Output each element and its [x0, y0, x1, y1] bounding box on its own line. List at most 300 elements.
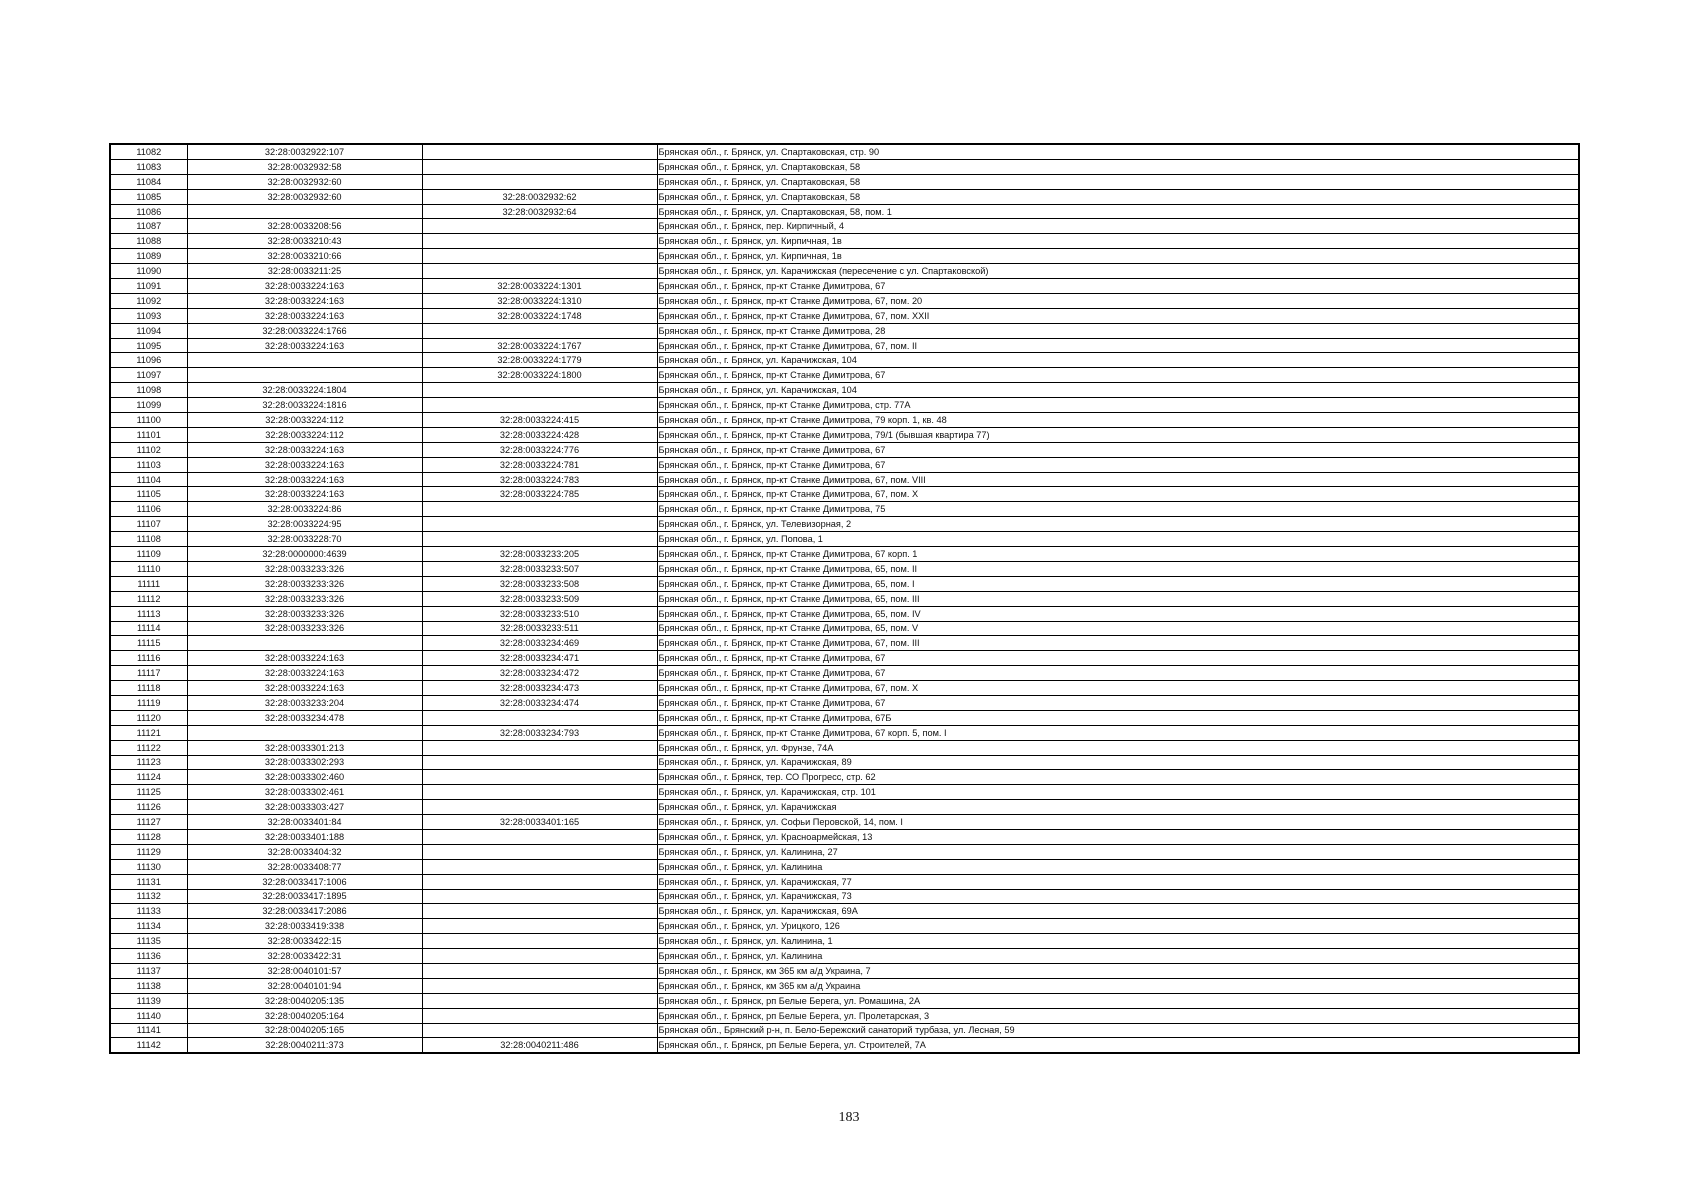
- address-cell: Брянская обл., г. Брянск, км 365 км а/д Украина, 7: [657, 963, 1579, 978]
- object-number-cell: [422, 785, 657, 800]
- row-number-cell: 11103: [110, 457, 187, 472]
- table-row: [110, 666, 1579, 681]
- object-number-cell: [422, 144, 657, 159]
- row-number-cell: 11084: [110, 174, 187, 189]
- object-number-cell: [422, 1008, 657, 1023]
- address-cell: Брянская обл., г. Брянск, пр-кт Станке Димитрова, 67Б: [657, 710, 1579, 725]
- row-number-cell: 11105: [110, 487, 187, 502]
- address-cell: Брянская обл., г. Брянск, ул. Красноармейская, 13: [657, 829, 1579, 844]
- table-row: [110, 457, 1579, 472]
- object-number-cell: 32:28:0033233:511: [422, 621, 657, 636]
- address-cell: Брянская обл., г. Брянск, пр-кт Станке Димитрова, стр. 77А: [657, 398, 1579, 413]
- cadastral-number-cell: 32:28:0033224:1804: [187, 383, 422, 398]
- address-cell: Брянская обл., г. Брянск, ул. Урицкого, 126: [657, 919, 1579, 934]
- row-number-cell: 11126: [110, 800, 187, 815]
- table-row: [110, 532, 1579, 547]
- address-cell: Брянская обл., г. Брянск, ул. Спартаковская, 58: [657, 159, 1579, 174]
- object-number-cell: [422, 934, 657, 949]
- object-number-cell: [422, 532, 657, 547]
- cadastral-number-cell: 32:28:0033422:31: [187, 949, 422, 964]
- object-number-cell: [422, 234, 657, 249]
- cadastral-number-cell: 32:28:0033224:112: [187, 427, 422, 442]
- table-row: [110, 755, 1579, 770]
- table-row: [110, 710, 1579, 725]
- address-cell: Брянская обл., г. Брянск, ул. Кирпичная, 1в: [657, 234, 1579, 249]
- table-row: [110, 398, 1579, 413]
- cadastral-number-cell: 32:28:0033224:163: [187, 279, 422, 294]
- object-number-cell: [422, 889, 657, 904]
- table-row: [110, 308, 1579, 323]
- row-number-cell: 11119: [110, 695, 187, 710]
- table-row: [110, 383, 1579, 398]
- address-cell: Брянская обл., г. Брянск, ул. Карачижская, 73: [657, 889, 1579, 904]
- table-row: [110, 963, 1579, 978]
- row-number-cell: 11095: [110, 338, 187, 353]
- page-number: 183: [838, 1110, 860, 1125]
- cadastral-number-cell: 32:28:0040205:164: [187, 1008, 422, 1023]
- table-row: [110, 353, 1579, 368]
- row-number-cell: 11130: [110, 859, 187, 874]
- cadastral-number-cell: 32:28:0033224:163: [187, 651, 422, 666]
- object-number-cell: 32:28:0032932:62: [422, 189, 657, 204]
- row-number-cell: 11125: [110, 785, 187, 800]
- object-number-cell: 32:28:0033224:783: [422, 472, 657, 487]
- object-number-cell: 32:28:0033224:1767: [422, 338, 657, 353]
- row-number-cell: 11100: [110, 413, 187, 428]
- address-cell: Брянская обл., г. Брянск, пр-кт Станке Димитрова, 67: [657, 279, 1579, 294]
- cadastral-number-cell: 32:28:0040101:57: [187, 963, 422, 978]
- object-number-cell: [422, 383, 657, 398]
- row-number-cell: 11129: [110, 844, 187, 859]
- address-cell: Брянская обл., г. Брянск, ул. Фрунзе, 74А: [657, 740, 1579, 755]
- cadastral-number-cell: 32:28:0033210:43: [187, 234, 422, 249]
- cadastral-number-cell: 32:28:0033224:163: [187, 487, 422, 502]
- object-number-cell: 32:28:0033224:1800: [422, 368, 657, 383]
- table-row: [110, 174, 1579, 189]
- row-number-cell: 11102: [110, 442, 187, 457]
- object-number-cell: [422, 978, 657, 993]
- row-number-cell: 11113: [110, 606, 187, 621]
- row-number-cell: 11108: [110, 532, 187, 547]
- cadastral-number-cell: 32:28:0040205:165: [187, 1023, 422, 1038]
- table-row: [110, 904, 1579, 919]
- row-number-cell: 11097: [110, 368, 187, 383]
- cadastral-number-cell: 32:28:0033401:84: [187, 815, 422, 830]
- address-cell: Брянская обл., г. Брянск, ул. Карачижская: [657, 800, 1579, 815]
- object-number-cell: 32:28:0033233:205: [422, 547, 657, 562]
- object-number-cell: 32:28:0032932:64: [422, 204, 657, 219]
- object-number-cell: [422, 398, 657, 413]
- table-row: [110, 815, 1579, 830]
- object-number-cell: [422, 517, 657, 532]
- object-number-cell: [422, 859, 657, 874]
- row-number-cell: 11101: [110, 427, 187, 442]
- object-number-cell: 32:28:0033224:785: [422, 487, 657, 502]
- cadastral-number-cell: 32:28:0033224:86: [187, 502, 422, 517]
- address-cell: Брянская обл., г. Брянск, пр-кт Станке Димитрова, 79/1 (бывшая квартира 77): [657, 427, 1579, 442]
- address-cell: Брянская обл., г. Брянск, ул. Карачижская (пересечение с ул. Спартаковской): [657, 264, 1579, 279]
- address-cell: Брянская обл., г. Брянск, пр-кт Станке Димитрова, 67, пом. 20: [657, 293, 1579, 308]
- cadastral-number-cell: 32:28:0033417:1895: [187, 889, 422, 904]
- cadastral-number-cell: 32:28:0033302:460: [187, 770, 422, 785]
- object-number-cell: [422, 919, 657, 934]
- object-number-cell: 32:28:0033234:471: [422, 651, 657, 666]
- table-row: [110, 264, 1579, 279]
- cadastral-number-cell: [187, 636, 422, 651]
- address-cell: Брянская обл., г. Брянск, пр-кт Станке Димитрова, 67: [657, 666, 1579, 681]
- table-row: [110, 159, 1579, 174]
- row-number-cell: 11112: [110, 591, 187, 606]
- address-cell: Брянская обл., г. Брянск, ул. Калинина, 27: [657, 844, 1579, 859]
- address-cell: Брянская обл., г. Брянск, ул. Карачижская, 69А: [657, 904, 1579, 919]
- row-number-cell: 11092: [110, 293, 187, 308]
- table-row: [110, 651, 1579, 666]
- table-row: [110, 591, 1579, 606]
- table-row: [110, 1023, 1579, 1038]
- object-number-cell: 32:28:0033233:508: [422, 576, 657, 591]
- row-number-cell: 11094: [110, 323, 187, 338]
- address-cell: Брянская обл., г. Брянск, ул. Спартаковская, 58, пом. 1: [657, 204, 1579, 219]
- table-row: [110, 144, 1579, 159]
- row-number-cell: 11118: [110, 681, 187, 696]
- table-row: [110, 204, 1579, 219]
- table-row: [110, 770, 1579, 785]
- table-row: [110, 621, 1579, 636]
- cadastral-number-cell: 32:28:0033233:204: [187, 695, 422, 710]
- row-number-cell: 11131: [110, 874, 187, 889]
- row-number-cell: 11138: [110, 978, 187, 993]
- address-cell: Брянская обл., г. Брянск, пр-кт Станке Димитрова, 67 корп. 1: [657, 547, 1579, 562]
- row-number-cell: 11110: [110, 561, 187, 576]
- cadastral-number-cell: 32:28:0033224:1816: [187, 398, 422, 413]
- address-cell: Брянская обл., г. Брянск, км 365 км а/д Украина: [657, 978, 1579, 993]
- row-number-cell: 11109: [110, 547, 187, 562]
- cadastral-number-cell: 32:28:0033233:326: [187, 591, 422, 606]
- row-number-cell: 11124: [110, 770, 187, 785]
- table-row: [110, 189, 1579, 204]
- cadastral-number-cell: 32:28:0040101:94: [187, 978, 422, 993]
- object-number-cell: [422, 159, 657, 174]
- object-number-cell: [422, 249, 657, 264]
- address-cell: Брянская обл., г. Брянск, пр-кт Станке Димитрова, 67, пом. III: [657, 636, 1579, 651]
- row-number-cell: 11116: [110, 651, 187, 666]
- address-cell: Брянская обл., г. Брянск, ул. Карачижская, стр. 101: [657, 785, 1579, 800]
- table-row: [110, 472, 1579, 487]
- cadastral-number-cell: 32:28:0033208:56: [187, 219, 422, 234]
- object-number-cell: [422, 874, 657, 889]
- address-cell: Брянская обл., г. Брянск, ул. Попова, 1: [657, 532, 1579, 547]
- object-number-cell: [422, 755, 657, 770]
- row-number-cell: 11121: [110, 725, 187, 740]
- address-cell: Брянская обл., г. Брянск, пр-кт Станке Димитрова, 79 корп. 1, кв. 48: [657, 413, 1579, 428]
- address-cell: Брянская обл., г. Брянск, пр-кт Станке Димитрова, 67: [657, 442, 1579, 457]
- address-cell: Брянская обл., г. Брянск, ул. Софьи Перовской, 14, пом. I: [657, 815, 1579, 830]
- cadastral-number-cell: 32:28:0040211:373: [187, 1038, 422, 1053]
- table-row: [110, 993, 1579, 1008]
- object-number-cell: 32:28:0033401:165: [422, 815, 657, 830]
- cadastral-number-cell: [187, 204, 422, 219]
- object-number-cell: [422, 800, 657, 815]
- address-cell: Брянская обл., г. Брянск, пр-кт Станке Димитрова, 65, пом. I: [657, 576, 1579, 591]
- cadastral-number-cell: 32:28:0032932:60: [187, 189, 422, 204]
- address-cell: Брянская обл., г. Брянск, ул. Спартаковская, стр. 90: [657, 144, 1579, 159]
- address-cell: Брянская обл., г. Брянск, пр-кт Станке Димитрова, 67, пом. X: [657, 681, 1579, 696]
- table-row: [110, 859, 1579, 874]
- object-number-cell: 32:28:0033224:1779: [422, 353, 657, 368]
- table-row: [110, 413, 1579, 428]
- address-cell: Брянская обл., г. Брянск, пр-кт Станке Димитрова, 67, пом. X: [657, 487, 1579, 502]
- row-number-cell: 11091: [110, 279, 187, 294]
- row-number-cell: 11086: [110, 204, 187, 219]
- row-number-cell: 11132: [110, 889, 187, 904]
- table-row: [110, 1038, 1579, 1053]
- row-number-cell: 11099: [110, 398, 187, 413]
- row-number-cell: 11128: [110, 829, 187, 844]
- address-cell: Брянская обл., г. Брянск, пр-кт Станке Димитрова, 65, пом. III: [657, 591, 1579, 606]
- row-number-cell: 11106: [110, 502, 187, 517]
- object-number-cell: 32:28:0033224:415: [422, 413, 657, 428]
- row-number-cell: 11093: [110, 308, 187, 323]
- object-number-cell: 32:28:0033234:474: [422, 695, 657, 710]
- table-row: [110, 502, 1579, 517]
- address-cell: Брянская обл., г. Брянск, пр-кт Станке Димитрова, 67, пом. VIII: [657, 472, 1579, 487]
- table-row: [110, 681, 1579, 696]
- object-number-cell: [422, 904, 657, 919]
- address-cell: Брянская обл., г. Брянск, ул. Спартаковская, 58: [657, 189, 1579, 204]
- object-number-cell: 32:28:0033224:1748: [422, 308, 657, 323]
- cadastral-number-cell: 32:28:0033224:163: [187, 308, 422, 323]
- row-number-cell: 11096: [110, 353, 187, 368]
- row-number-cell: 11142: [110, 1038, 187, 1053]
- object-number-cell: 32:28:0033224:776: [422, 442, 657, 457]
- table-body: [110, 144, 1579, 1053]
- address-cell: Брянская обл., г. Брянск, пр-кт Станке Димитрова, 65, пом. V: [657, 621, 1579, 636]
- cadastral-number-cell: 32:28:0033224:95: [187, 517, 422, 532]
- row-number-cell: 11087: [110, 219, 187, 234]
- object-number-cell: 32:28:0033233:509: [422, 591, 657, 606]
- object-number-cell: [422, 963, 657, 978]
- table-row: [110, 636, 1579, 651]
- object-number-cell: 32:28:0033224:1301: [422, 279, 657, 294]
- cadastral-number-cell: 32:28:0033224:163: [187, 457, 422, 472]
- table-row: [110, 740, 1579, 755]
- cadastral-number-cell: 32:28:0033401:188: [187, 829, 422, 844]
- row-number-cell: 11115: [110, 636, 187, 651]
- address-cell: Брянская обл., г. Брянск, пр-кт Станке Димитрова, 65, пом. IV: [657, 606, 1579, 621]
- row-number-cell: 11135: [110, 934, 187, 949]
- object-number-cell: [422, 219, 657, 234]
- object-number-cell: 32:28:0033234:793: [422, 725, 657, 740]
- table-row: [110, 279, 1579, 294]
- table-row: [110, 695, 1579, 710]
- cadastral-number-cell: 32:28:0033234:478: [187, 710, 422, 725]
- object-number-cell: [422, 1023, 657, 1038]
- table-row: [110, 725, 1579, 740]
- address-cell: Брянская обл., г. Брянск, ул. Калинина, 1: [657, 934, 1579, 949]
- table-row: [110, 368, 1579, 383]
- cadastral-number-cell: 32:28:0000000:4639: [187, 547, 422, 562]
- table-row: [110, 978, 1579, 993]
- table-row: [110, 293, 1579, 308]
- cadastral-number-cell: 32:28:0033224:1766: [187, 323, 422, 338]
- object-number-cell: 32:28:0033224:781: [422, 457, 657, 472]
- address-cell: Брянская обл., г. Брянск, пр-кт Станке Димитрова, 67: [657, 368, 1579, 383]
- row-number-cell: 11133: [110, 904, 187, 919]
- row-number-cell: 11082: [110, 144, 187, 159]
- address-cell: Брянская обл., г. Брянск, ул. Калинина: [657, 949, 1579, 964]
- object-number-cell: [422, 829, 657, 844]
- address-cell: Брянская обл., г. Брянск, рп Белые Берега, ул. Ромашина, 2А: [657, 993, 1579, 1008]
- object-number-cell: [422, 770, 657, 785]
- object-number-cell: 32:28:0033234:469: [422, 636, 657, 651]
- row-number-cell: 11120: [110, 710, 187, 725]
- cadastral-number-cell: 32:28:0033233:326: [187, 606, 422, 621]
- table-row: [110, 561, 1579, 576]
- row-number-cell: 11083: [110, 159, 187, 174]
- cadastral-number-cell: 32:28:0033301:213: [187, 740, 422, 755]
- address-cell: Брянская обл., г. Брянск, пер. Кирпичный, 4: [657, 219, 1579, 234]
- table-row: [110, 1008, 1579, 1023]
- address-cell: Брянская обл., г. Брянск, ул. Карачижская, 104: [657, 353, 1579, 368]
- cadastral-number-cell: 32:28:0033419:338: [187, 919, 422, 934]
- row-number-cell: 11134: [110, 919, 187, 934]
- row-number-cell: 11122: [110, 740, 187, 755]
- cadastral-number-cell: 32:28:0040205:135: [187, 993, 422, 1008]
- address-cell: Брянская обл., г. Брянск, пр-кт Станке Димитрова, 67, пом. II: [657, 338, 1579, 353]
- cadastral-number-cell: 32:28:0033224:163: [187, 472, 422, 487]
- object-number-cell: 32:28:0033224:1310: [422, 293, 657, 308]
- address-cell: Брянская обл., г. Брянск, пр-кт Станке Димитрова, 67: [657, 651, 1579, 666]
- table-row: [110, 517, 1579, 532]
- object-number-cell: [422, 844, 657, 859]
- object-number-cell: 32:28:0040211:486: [422, 1038, 657, 1053]
- address-cell: Брянская обл., г. Брянск, ул. Телевизорная, 2: [657, 517, 1579, 532]
- cadastral-number-cell: 32:28:0033210:66: [187, 249, 422, 264]
- row-number-cell: 11139: [110, 993, 187, 1008]
- address-cell: Брянская обл., Брянский р-н, п. Бело-Бережский санаторий турбаза, ул. Лесная, 59: [657, 1023, 1579, 1038]
- object-number-cell: [422, 264, 657, 279]
- cadastral-number-cell: 32:28:0033233:326: [187, 621, 422, 636]
- table-row: [110, 829, 1579, 844]
- cadastral-number-cell: 32:28:0032932:60: [187, 174, 422, 189]
- cadastral-number-cell: 32:28:0032922:107: [187, 144, 422, 159]
- object-number-cell: [422, 710, 657, 725]
- address-cell: Брянская обл., г. Брянск, ул. Карачижская, 104: [657, 383, 1579, 398]
- cadastral-number-cell: 32:28:0033224:163: [187, 293, 422, 308]
- row-number-cell: 11141: [110, 1023, 187, 1038]
- address-cell: Брянская обл., г. Брянск, ул. Карачижская, 89: [657, 755, 1579, 770]
- row-number-cell: 11090: [110, 264, 187, 279]
- cadastral-number-cell: 32:28:0033408:77: [187, 859, 422, 874]
- cadastral-number-cell: 32:28:0033224:163: [187, 442, 422, 457]
- row-number-cell: 11089: [110, 249, 187, 264]
- address-cell: Брянская обл., г. Брянск, рп Белые Берега, ул. Пролетарская, 3: [657, 1008, 1579, 1023]
- address-cell: Брянская обл., г. Брянск, ул. Карачижская, 77: [657, 874, 1579, 889]
- table-row: [110, 442, 1579, 457]
- object-number-cell: [422, 323, 657, 338]
- table-row: [110, 800, 1579, 815]
- table-row: [110, 547, 1579, 562]
- cadastral-number-cell: 32:28:0033233:326: [187, 561, 422, 576]
- row-number-cell: 11107: [110, 517, 187, 532]
- cadastral-number-cell: 32:28:0033233:326: [187, 576, 422, 591]
- object-number-cell: 32:28:0033224:428: [422, 427, 657, 442]
- cadastral-number-cell: 32:28:0033224:163: [187, 338, 422, 353]
- object-number-cell: 32:28:0033233:510: [422, 606, 657, 621]
- cadastral-number-cell: [187, 368, 422, 383]
- table-row: [110, 249, 1579, 264]
- cadastral-number-cell: 32:28:0033224:163: [187, 666, 422, 681]
- table-row: [110, 606, 1579, 621]
- object-number-cell: 32:28:0033234:473: [422, 681, 657, 696]
- table-row: [110, 219, 1579, 234]
- object-number-cell: 32:28:0033234:472: [422, 666, 657, 681]
- address-cell: Брянская обл., г. Брянск, ул. Кирпичная, 1в: [657, 249, 1579, 264]
- table-row: [110, 919, 1579, 934]
- table-row: [110, 487, 1579, 502]
- row-number-cell: 11085: [110, 189, 187, 204]
- address-cell: Брянская обл., г. Брянск, пр-кт Станке Димитрова, 67: [657, 695, 1579, 710]
- cadastral-number-cell: [187, 353, 422, 368]
- address-cell: Брянская обл., г. Брянск, пр-кт Станке Димитрова, 67 корп. 5, пом. I: [657, 725, 1579, 740]
- cadastral-number-cell: 32:28:0033302:293: [187, 755, 422, 770]
- row-number-cell: 11137: [110, 963, 187, 978]
- object-number-cell: [422, 740, 657, 755]
- table-row: [110, 427, 1579, 442]
- cadastral-number-cell: 32:28:0033422:15: [187, 934, 422, 949]
- row-number-cell: 11098: [110, 383, 187, 398]
- cadastral-number-cell: 32:28:0032932:58: [187, 159, 422, 174]
- address-cell: Брянская обл., г. Брянск, пр-кт Станке Димитрова, 75: [657, 502, 1579, 517]
- cadastral-number-cell: 32:28:0033224:112: [187, 413, 422, 428]
- object-number-cell: [422, 502, 657, 517]
- table-row: [110, 889, 1579, 904]
- table-row: [110, 844, 1579, 859]
- cadastral-number-cell: 32:28:0033417:2086: [187, 904, 422, 919]
- address-cell: Брянская обл., г. Брянск, ул. Спартаковская, 58: [657, 174, 1579, 189]
- row-number-cell: 11111: [110, 576, 187, 591]
- table-row: [110, 934, 1579, 949]
- address-cell: Брянская обл., г. Брянск, пр-кт Станке Димитрова, 67: [657, 457, 1579, 472]
- object-number-cell: [422, 949, 657, 964]
- property-table: [109, 143, 1580, 1054]
- table-row: [110, 949, 1579, 964]
- address-cell: Брянская обл., г. Брянск, тер. СО Прогресс, стр. 62: [657, 770, 1579, 785]
- cadastral-number-cell: 32:28:0033303:427: [187, 800, 422, 815]
- table-row: [110, 576, 1579, 591]
- row-number-cell: 11123: [110, 755, 187, 770]
- cadastral-number-cell: [187, 725, 422, 740]
- cadastral-number-cell: 32:28:0033228:70: [187, 532, 422, 547]
- cadastral-number-cell: 32:28:0033417:1006: [187, 874, 422, 889]
- object-number-cell: [422, 174, 657, 189]
- address-cell: Брянская обл., г. Брянск, рп Белые Берега, ул. Строителей, 7А: [657, 1038, 1579, 1053]
- cadastral-number-cell: 32:28:0033302:461: [187, 785, 422, 800]
- address-cell: Брянская обл., г. Брянск, пр-кт Станке Димитрова, 28: [657, 323, 1579, 338]
- row-number-cell: 11117: [110, 666, 187, 681]
- row-number-cell: 11127: [110, 815, 187, 830]
- row-number-cell: 11140: [110, 1008, 187, 1023]
- address-cell: Брянская обл., г. Брянск, ул. Калинина: [657, 859, 1579, 874]
- row-number-cell: 11088: [110, 234, 187, 249]
- cadastral-number-cell: 32:28:0033224:163: [187, 681, 422, 696]
- cadastral-number-cell: 32:28:0033404:32: [187, 844, 422, 859]
- table-row: [110, 874, 1579, 889]
- table-row: [110, 234, 1579, 249]
- table-row: [110, 323, 1579, 338]
- row-number-cell: 11136: [110, 949, 187, 964]
- cadastral-number-cell: 32:28:0033211:25: [187, 264, 422, 279]
